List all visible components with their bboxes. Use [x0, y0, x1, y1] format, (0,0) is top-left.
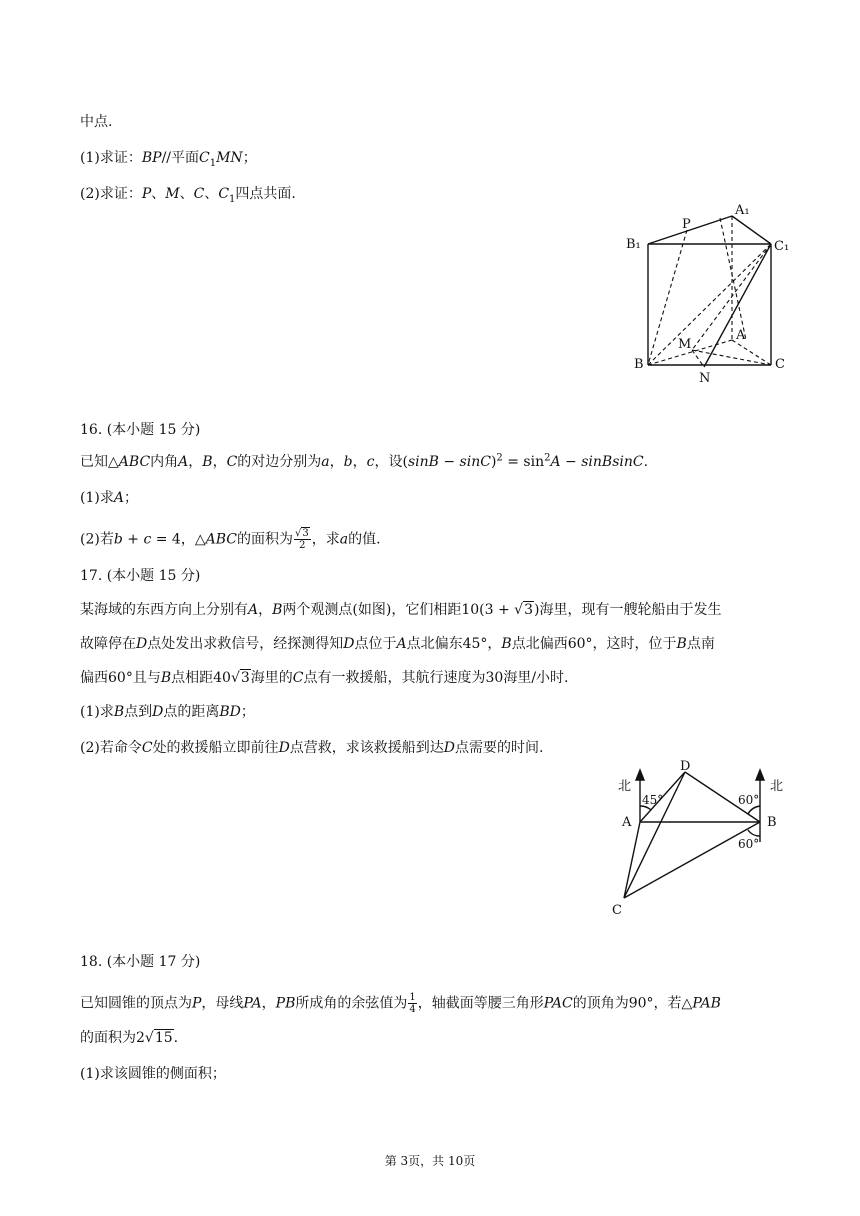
q16-header: 16. (本小题 15 分) — [80, 422, 201, 438]
label-P: P — [682, 217, 691, 232]
label-A: A — [736, 328, 746, 343]
q16-part2: (2)若b + c = 4，△ABC的面积为 $\frac{√3}{2}$ ，求a的值. — [80, 528, 381, 551]
q17-stem-line2: 故障停在D点处发出求救信号，经探测得知D点位于A点北偏东45°，B点北偏西60°，这时，位于B点南 — [80, 636, 715, 652]
q16-part1: (1)求A； — [80, 490, 138, 506]
q18-header: 18. (本小题 17 分) — [80, 954, 201, 970]
q16-stem: 已知△ABC内角A，B，C的对边分别为a，b，c，设$(\sin B - \sin C)^2 = \sin^2A$ − sinBsinC. — [80, 452, 649, 470]
q18-stem-line2: 的面积为2√15. — [80, 1030, 179, 1046]
q17-stem-line1: 某海域的东西方向上分别有A，B两个观测点(如图)，它们相距10(3 + √3)海里，现有一艘轮船由于发生 — [80, 602, 722, 618]
label-C: C — [612, 903, 622, 918]
angle-45-label: 45° — [642, 793, 664, 807]
q15-part2: (2)求证：P、M、C、$C_1$四点共面. — [80, 186, 296, 205]
q18-stem-line1: 已知圆锥的顶点为P，母线PA，PB所成角的余弦值为 $\frac{1}{4}$ ，轴截面等腰三角形PAC的顶角为90°，若△PAB — [80, 992, 721, 1015]
north-label-left: 北 — [618, 779, 632, 794]
angle-60-top-label: 60° — [738, 793, 760, 807]
q15-part1: (1)求证：BP//平面$C_1MN$； — [80, 150, 257, 169]
label-C1: C₁ — [774, 239, 790, 254]
label-B: B — [767, 815, 777, 830]
prism-figure — [620, 200, 800, 390]
page-footer: 第 3页，共 10页 — [384, 1154, 476, 1168]
label-M: M — [678, 337, 692, 352]
q17-part2: (2)若命令C处的救援船立即前往D点营救，求该救援船到达D点需要的时间. — [80, 740, 544, 756]
q17-header: 17. (本小题 15 分) — [80, 568, 201, 584]
north-label-right: 北 — [770, 779, 784, 794]
label-B: B — [634, 357, 644, 372]
q17-part1: (1)求B点到D点的距离BD； — [80, 704, 255, 720]
label-C: C — [775, 357, 785, 372]
q15-continuation: 中点. — [80, 114, 113, 130]
q17-stem-line3: 偏西60°且与B点相距40√3海里的C点有一救援船，其航行速度为30海里/小时. — [80, 670, 569, 686]
angle-60-bottom-label: 60° — [738, 837, 760, 851]
label-D: D — [680, 760, 691, 774]
q18-part1: (1)求该圆锥的侧面积； — [80, 1066, 226, 1082]
label-A: A — [622, 815, 632, 830]
navigation-figure — [610, 760, 800, 920]
label-A1: A₁ — [735, 203, 750, 218]
label-B1: B₁ — [626, 237, 641, 252]
label-N: N — [699, 371, 711, 386]
